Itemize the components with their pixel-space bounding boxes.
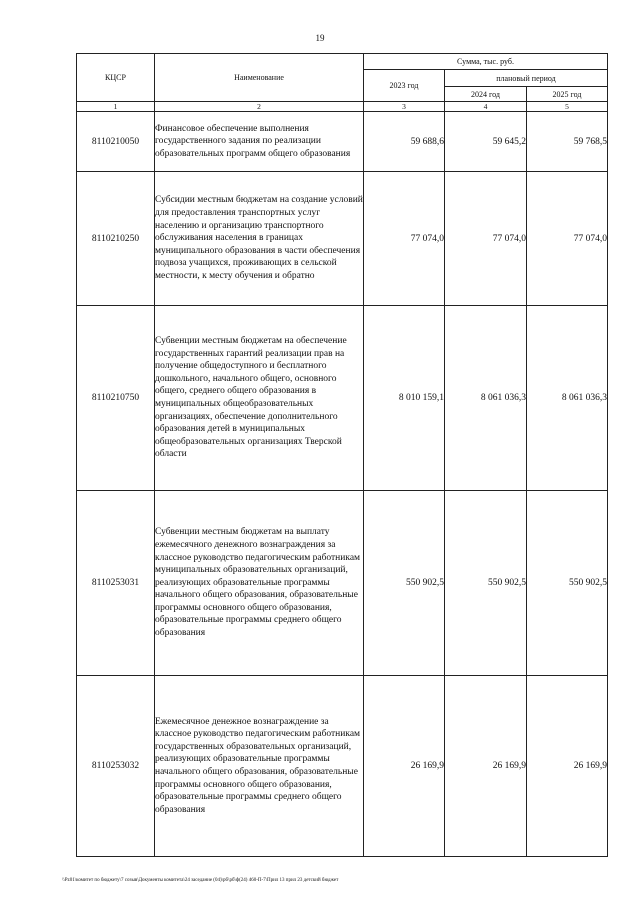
amount-2023: 550 902,5 [364, 491, 445, 676]
amount-2025: 59 768,5 [527, 112, 608, 172]
row-name: Финансовое обеспечение выполнения государственного задания по реализации образовательных программ общего образования [155, 112, 364, 172]
page-number: 19 [315, 33, 325, 43]
amount-2025: 550 902,5 [527, 491, 608, 676]
header-year-2023: 2023 год [364, 70, 445, 102]
row-code: 8110253032 [77, 676, 155, 857]
column-number: 5 [527, 102, 608, 112]
amount-2023: 26 169,9 [364, 676, 445, 857]
amount-2023: 77 074,0 [364, 172, 445, 306]
amount-2023: 8 010 159,1 [364, 306, 445, 491]
table-row [77, 172, 608, 306]
file-path-footer: \\Pz01\комитет по бюджету\7 созыв\Документы комитета\24 заседание (04)\рб\рб\ф(24) 460-П-7\Прил 13 прил 23 детский бюджет [62, 878, 339, 883]
amount-2024: 77 074,0 [445, 172, 527, 306]
row-code: 8110210050 [77, 112, 155, 172]
amount-2025: 26 169,9 [527, 676, 608, 857]
row-code: 8110253031 [77, 491, 155, 676]
row-name: Субвенции местным бюджетам на выплату ежемесячного денежного вознаграждения за классное руководство педагогическим работникам муниципальных образовательных организаций, реализующих образовательные программы начального общего образования, образовательные программы основного общего образования, образовательные программы среднего общего образования [155, 491, 364, 676]
column-numbers-row [77, 102, 608, 112]
amount-2024: 59 645,2 [445, 112, 527, 172]
amount-2024: 26 169,9 [445, 676, 527, 857]
amount-2023: 59 688,6 [364, 112, 445, 172]
row-name: Ежемесячное денежное вознаграждение за классное руководство педагогическим работникам государственных образовательных организаций, реализующих образовательные программы начального общего образования, образовательные программы основного общего образования, образовательные программы среднего общего образования [155, 676, 364, 857]
column-number: 2 [155, 102, 364, 112]
header-year-2025: 2025 год [527, 87, 608, 102]
row-code: 8110210250 [77, 172, 155, 306]
header-sum: Сумма, тыс. руб. [364, 54, 608, 70]
budget-table [76, 53, 608, 857]
row-code: 8110210750 [77, 306, 155, 491]
column-number: 4 [445, 102, 527, 112]
header-planned-period: плановый период [445, 70, 608, 87]
column-number: 3 [364, 102, 445, 112]
header-year-2024: 2024 год [445, 87, 527, 102]
table-row [77, 306, 608, 491]
amount-2024: 550 902,5 [445, 491, 527, 676]
table-row [77, 491, 608, 676]
amount-2025: 77 074,0 [527, 172, 608, 306]
column-number: 1 [77, 102, 155, 112]
header-code: КЦСР [77, 54, 155, 102]
row-name: Субсидии местным бюджетам на создание условий для предоставления транспортных услуг населению и организацию транспортного обслуживания населения в границах муниципального образования в части обеспечения подвоза учащихся, проживающих в сельской местности, к месту обучения и обратно [155, 172, 364, 306]
amount-2025: 8 061 036,3 [527, 306, 608, 491]
row-name: Субвенции местным бюджетам на обеспечение государственных гарантий реализации прав на получение общедоступного и бесплатного дошкольного, начального общего, основного общего, среднего общего образования в муниципальных общеобразовательных организациях, обеспечение дополнительного образования детей в муниципальных общеобразовательных организациях Тверской области [155, 306, 364, 491]
amount-2024: 8 061 036,3 [445, 306, 527, 491]
table-row [77, 676, 608, 857]
table-row [77, 112, 608, 172]
header-name: Наименование [155, 54, 364, 102]
